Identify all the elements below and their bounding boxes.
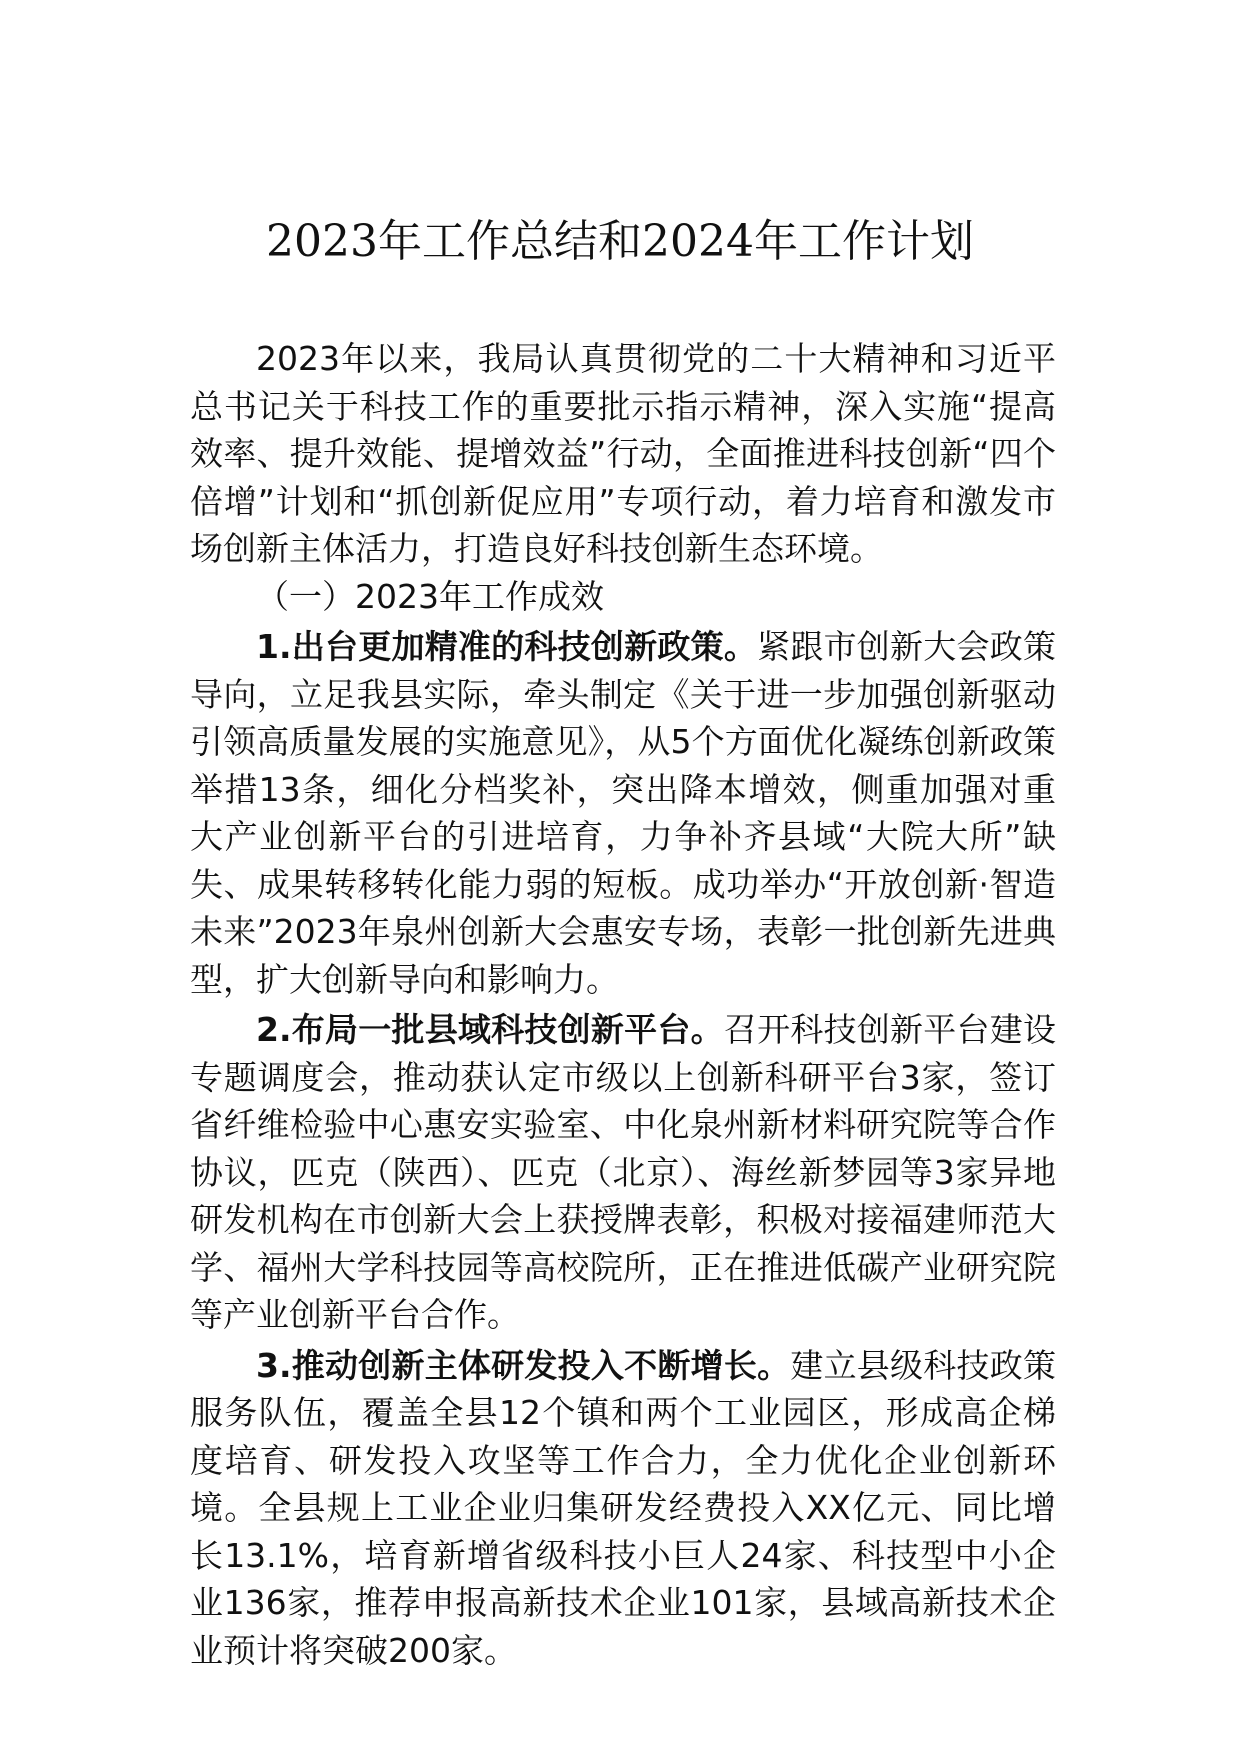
item-text: 召开科技创新平台建设专题调度会，推动获认定市级以上创新科研平台3家，签订省纤维检验中心惠安实验室、中化泉州新材料研究院等合作协议，匹克（陕西）、匹克（北京）、海丝新梦园等3家异地研发机构在市创新大会上获授牌表彰，积极对接福建师范大学、福州大学科技园等高校院所，正在推进低碳产业研究院等产业创新平台合作。: [190, 1010, 1057, 1334]
item-lead: 2.布局一批县域科技创新平台。: [256, 1010, 724, 1049]
item-lead: 3.推动创新主体研发投入不断增长。: [256, 1345, 791, 1385]
item-lead: 1.出台更加精准的科技创新政策。: [256, 627, 758, 666]
intro-paragraph: 2023年以来，我局认真贯彻党的二十大精神和习近平总书记关于科技工作的重要批示指示精神，深入实施“提高效率、提升效能、提增效益”行动，全面推进科技创新“四个倍增”计划和“抓创新促应用”专项行动，着力培育和激发市场创新主体活力，打造良好科技创新生态环境。: [190, 339, 1056, 568]
item-text: 建立县级科技政策服务队伍，覆盖全县12个镇和两个工业园区，形成高企梯度培育、研发投入攻坚等工作合力，全力优化企业创新环境。全县规上工业企业归集研发经费投入XX亿元、同比增长13.1%，培育新增省级科技小巨人24家、科技型中小企业136家，推荐申报高新技术企业101家，县域高新技术企业预计将突破200家。: [190, 1345, 1057, 1670]
document-title: 2023年工作总结和2024年工作计划: [266, 216, 974, 267]
achievement-item-1: [190, 623, 1056, 1003]
section-heading: （一）2023年工作成效: [256, 576, 604, 616]
achievement-item-3: [190, 1342, 1056, 1675]
document-body: [190, 335, 1056, 1674]
achievement-item-2: [190, 1006, 1056, 1339]
item-text: 紧跟市创新大会政策导向，立足我县实际，牵头制定《关于进一步加强创新驱动引领高质量发展的实施意见》，从5个方面优化凝练创新政策举措13条，细化分档奖补，突出降本增效，侧重加强对重大产业创新平台的引进培育，力争补齐县域“大院大所”缺失、成果转移转化能力弱的短板。成功举办“开放创新·智造未来”2023年泉州创新大会惠安专场，表彰一批创新先进典型，扩大创新导向和影响力。: [190, 627, 1057, 999]
